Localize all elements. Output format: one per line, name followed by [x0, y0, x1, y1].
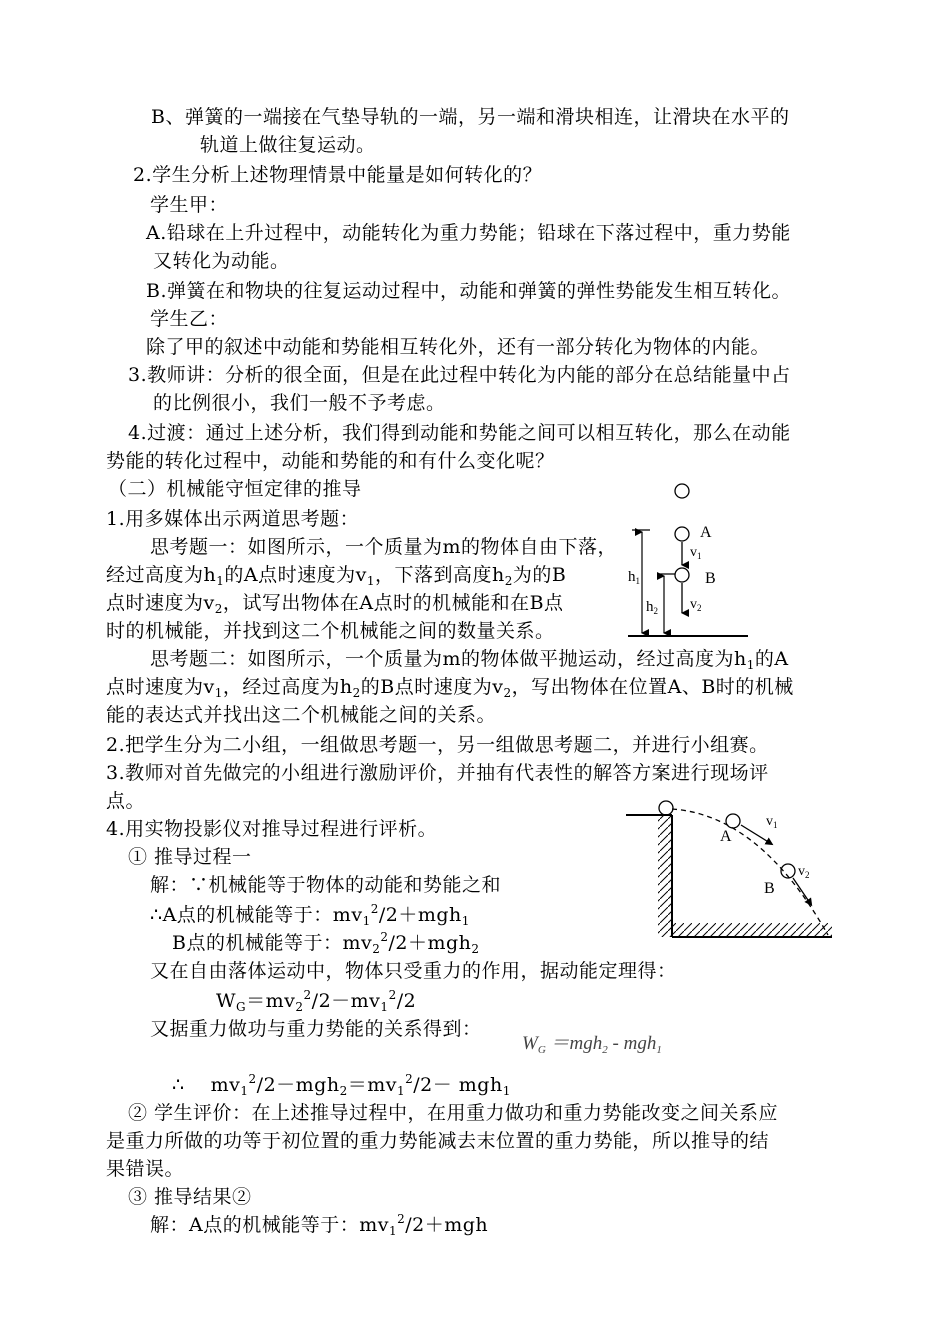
text-line: 又转化为动能。: [153, 250, 290, 272]
text-line: 果错误。: [106, 1158, 185, 1180]
formula-line: $W_G=mv_2^2/2-mv_1^2/2$: [216, 988, 417, 1014]
ball-b: [675, 568, 689, 582]
text-line: B.弹簧在和物块的往复运动过程中，动能和弹簧的弹性势能发生相互转化。: [146, 280, 792, 302]
label-a: A: [700, 524, 712, 541]
label-h2: $h_2$: [646, 599, 658, 616]
text-line: 能的表达式并找出这二个机械能之间的关系。: [106, 704, 497, 726]
label-v2: $v_2$: [690, 597, 702, 613]
text-line: A.铅球在上升过程中，动能转化为重力势能；铅球在下落过程中，重力势能: [146, 222, 791, 244]
text-line: ③ 推导结果②: [128, 1186, 252, 1208]
text-line: 经过高度为$h_1$的A点时速度为$v_1$，下落到高度$h_2$为的B: [106, 564, 567, 588]
label-b: B: [705, 570, 716, 587]
ball-a: [675, 527, 689, 541]
work-energy-equation: $W_G =mgh_2 - mgh_1$: [522, 1033, 662, 1056]
text-line: 2.学生分析上述物理情景中能量是如何转化的？: [133, 164, 543, 186]
text-line: 3.教师讲：分析的很全面，但是在此过程中转化为内能的部分在总结能量中占: [128, 364, 791, 386]
formula-line: ∴ $mv_1^2/2-mgh_2=mv_1^2/2- mgh_1$: [172, 1072, 511, 1098]
section-heading: （二）机械能守恒定律的推导: [108, 478, 362, 500]
text-line: 时的机械能，并找到这二个机械能之间的数量关系。: [106, 620, 555, 642]
ball-a: [726, 814, 740, 828]
text-line: 又据重力做功与重力势能的关系得到：: [150, 1018, 482, 1040]
label-v1: $v_1$: [690, 545, 702, 561]
text-line: 又在自由落体运动中，物体只受重力的作用，据动能定理得：: [150, 960, 677, 982]
text-line: 2.把学生分为二小组，一组做思考题一，另一组做思考题二，并进行小组赛。: [106, 734, 769, 756]
text-line: 解：∵机械能等于物体的动能和势能之和: [150, 874, 502, 896]
text-line: 点时速度为$v_2$，试写出物体在A点时的机械能和在B点: [106, 592, 564, 616]
text-line: 思考题一：如图所示，一个质量为m的物体自由下落，: [150, 536, 618, 558]
ball-start: [659, 801, 673, 815]
label-v1: $v_1$: [766, 814, 778, 830]
label-b: B: [764, 880, 775, 897]
text-line: 的比例很小，我们一般不予考虑。: [153, 392, 446, 414]
text-line: 势能的转化过程中，动能和势能的和有什么变化呢？: [106, 450, 555, 472]
text-line: 3.教师对首先做完的小组进行激励评价，并抽有代表性的解答方案进行现场评: [106, 762, 769, 784]
text-line: 4.过渡：通过上述分析，我们得到动能和势能之间可以相互转化，那么在动能: [128, 422, 791, 444]
text-line: 学生乙：: [150, 308, 229, 330]
text-line: 除了甲的叙述中动能和势能相互转化外，还有一部分转化为物体的内能。: [146, 336, 771, 358]
free-fall-diagram: [620, 475, 755, 645]
text-line: ② 学生评价：在上述推导过程中，在用重力做功和重力势能改变之间关系应: [128, 1102, 779, 1124]
label-v2: $v_2$: [798, 864, 810, 880]
text-line: 点。: [106, 790, 146, 812]
text-line: 1.用多媒体出示两道思考题：: [106, 508, 360, 530]
projectile-diagram: [620, 795, 840, 945]
ball-top: [675, 484, 689, 498]
text-line: ① 推导过程一: [128, 846, 252, 868]
text-line: B、弹簧的一端接在气垫导轨的一端，另一端和滑块相连，让滑块在水平的: [151, 106, 790, 128]
formula-line: ∴A点的机械能等于：$mv_1^2/2+mgh_1$: [150, 902, 470, 928]
text-line: 4.用实物投影仪对推导过程进行评析。: [106, 818, 438, 840]
label-a: A: [720, 828, 732, 845]
formula-line: B点的机械能等于：$mv_2^2/2+mgh_2$: [172, 930, 480, 956]
formula-line: 解：A点的机械能等于：$mv_1^2/2+mgh$: [150, 1212, 489, 1238]
label-h1: $h_1$: [628, 569, 640, 586]
text-line: 点时速度为$v_1$，经过高度为$h_2$的B点时速度为$v_2$，写出物体在位置A、B时的机械: [106, 676, 794, 700]
text-line: 轨道上做往复运动。: [200, 134, 376, 156]
text-line: 是重力所做的功等于初位置的重力势能减去末位置的重力势能，所以推导的结: [106, 1130, 770, 1152]
text-line: 学生甲：: [150, 194, 229, 216]
text-line: 思考题二：如图所示，一个质量为m的物体做平抛运动，经过高度为$h_1$的A: [150, 648, 789, 672]
